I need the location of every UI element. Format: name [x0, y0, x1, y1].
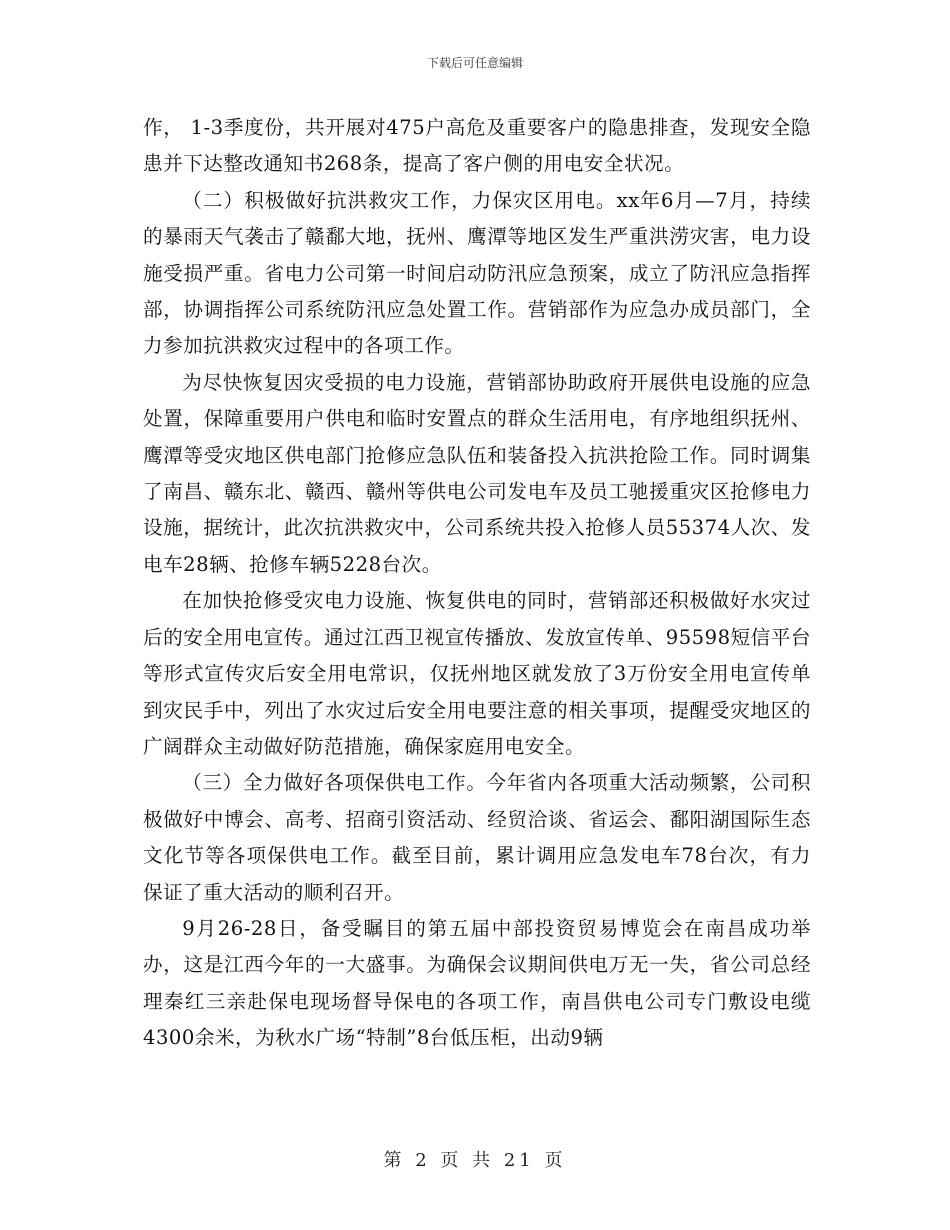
document-body: [143, 110, 811, 1057]
paragraph-6: 9月26-28日，备受瞩目的第五届中部投资贸易博览会在南昌成功举办，这是江西今年的一大盛事。为确保会议期间供电万无一失，省公司总经理秦红三亲赴保电现场督导保电的各项工作，南昌供电公司专门敷设电缆4300余米，为秋水广场“特制”8台低压柜，出动9辆: [143, 916, 811, 1050]
page-header: 下载后可任意编辑: [426, 56, 523, 70]
paragraph-3: 为尽快恢复因灾受损的电力设施，营销部协助政府开展供电设施的应急处置，保障重要用户供电和临时安置点的群众生活用电，有序地组织抚州、鹰潭等受灾地区供电部门抢修应急队伍和装备投入抗洪抢险工作。同时调集了南昌、赣东北、赣西、赣州等供电公司发电车及员工驰援重灾区抢修电力设施，据统计，此次抗洪救灾中，公司系统共投入抢修人员55374人次、发电车28辆、抢修车辆5228台次。: [143, 370, 811, 576]
paragraph-4: 在加快抢修受灾电力设施、恢复供电的同时，营销部还积极做好水灾过后的安全用电宣传。通过江西卫视宣传播放、发放宣传单、95598短信平台等形式宣传灾后安全用电常识，仅抚州地区就发放了3万份安全用电宣传单到灾民手中，列出了水灾过后安全用电要注意的相关事项，提醒受灾地区的广阔群众主动做好防范措施，确保家庭用电安全。: [143, 589, 811, 758]
paragraph-5: （三）全力做好各项保供电工作。今年省内各项重大活动频繁，公司积极做好中博会、高考、招商引资活动、经贸洽谈、省运会、鄱阳湖国际生态文化节等各项保供电工作。截至目前，累计调用应急发电车78台次，有力保证了重大活动的顺利召开。: [143, 771, 811, 904]
paragraph-1: 作， 1-3季度份，共开展对475户高危及重要客户的隐患排查，发现安全隐患并下达整改通知书268条，提高了客户侧的用电安全状况。: [143, 116, 811, 176]
paragraph-2: （二）积极做好抗洪救灾工作，力保灾区用电。xx年6月—7月，持续的暴雨天气袭击了赣鄱大地，抚州、鹰潭等地区发生严重洪涝灾害，电力设施受损严重。省电力公司第一时间启动防汛应急预案，成立了防汛应急指挥部，协调指挥公司系统防汛应急处置工作。营销部作为应急办成员部门，全力参加抗洪救灾过程中的各项工作。: [143, 188, 811, 358]
page-number-footer: 第 2 页 共 21 页: [383, 1150, 567, 1171]
